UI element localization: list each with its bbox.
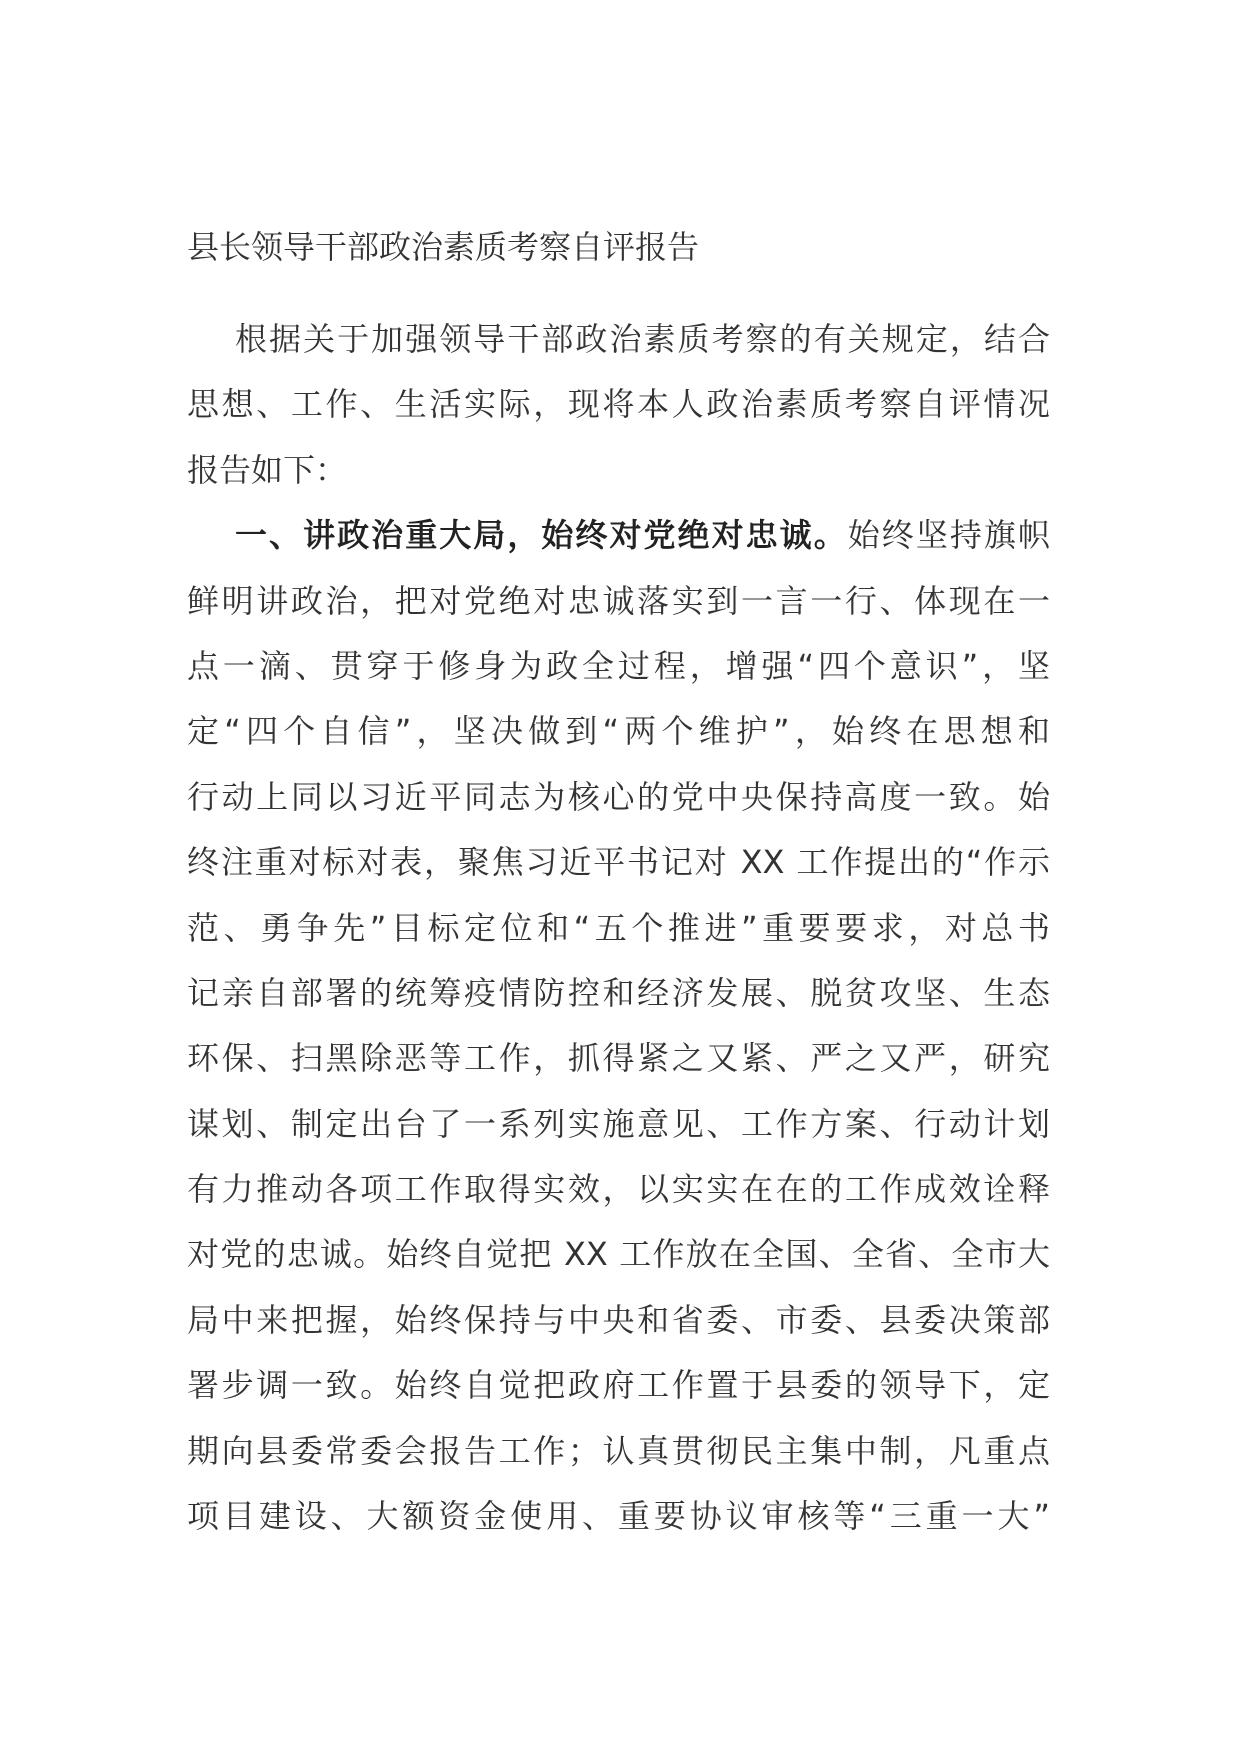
paragraph-line: 局中来把握，始终保持与中央和省委、市委、县委决策部 [187, 1300, 1050, 1339]
paragraph-line: 对党的忠诚。始终自觉把 XX 工作放在全国、全省、全市大 [187, 1235, 1050, 1274]
document-body [187, 318, 1050, 1560]
paragraph-line: 记亲自部署的统筹疫情防控和经济发展、脱贫攻坚、生态 [187, 973, 1050, 1012]
document-title: 县长领导干部政治素质考察自评报告 [187, 228, 700, 266]
paragraph-line: 点一滴、贯穿于修身为政全过程，增强“四个意识”，坚 [187, 646, 1050, 685]
paragraph-line: 终注重对标对表，聚焦习近平书记对 XX 工作提出的“作示 [187, 843, 1050, 882]
paragraph-line: 谋划、制定出台了一系列实施意见、工作方案、行动计划 [187, 1104, 1050, 1143]
section-heading: 一、讲政治重大局，始终对党绝对忠诚。 [235, 516, 848, 555]
paragraph-line: 署步调一致。始终自觉把政府工作置于县委的领导下，定 [187, 1366, 1050, 1405]
paragraph-line: 根据关于加强领导干部政治素质考察的有关规定，结合 [235, 320, 1050, 358]
paragraph-text: 始终坚持旗帜 [847, 516, 1050, 555]
paragraph-line: 定“四个自信”，坚决做到“两个维护”，始终在思想和 [187, 712, 1050, 751]
paragraph-line: 行动上同以习近平同志为核心的党中央保持高度一致。始 [187, 777, 1050, 816]
paragraph-line: 环保、扫黑除恶等工作，抓得紧之又紧、严之又严，研究 [187, 1039, 1050, 1078]
paragraph-line: 期向县委常委会报告工作；认真贯彻民主集中制，凡重点 [187, 1431, 1050, 1470]
paragraph-line: 思想、工作、生活实际，现将本人政治素质考察自评情况 [187, 385, 1050, 424]
paragraph-line: 有力推动各项工作取得实效，以实实在在的工作成效诠释 [187, 1170, 1050, 1209]
paragraph-line: 鲜明讲政治，把对党绝对忠诚落实到一言一行、体现在一 [187, 581, 1050, 620]
paragraph-line: 项目建设、大额资金使用、重要协议审核等“三重一大” [187, 1497, 1050, 1536]
paragraph-line: 范、勇争先”目标定位和“五个推进”重要要求，对总书 [187, 908, 1050, 947]
section-heading-line [187, 514, 1050, 579]
paragraph-line: 报告如下： [187, 450, 348, 489]
